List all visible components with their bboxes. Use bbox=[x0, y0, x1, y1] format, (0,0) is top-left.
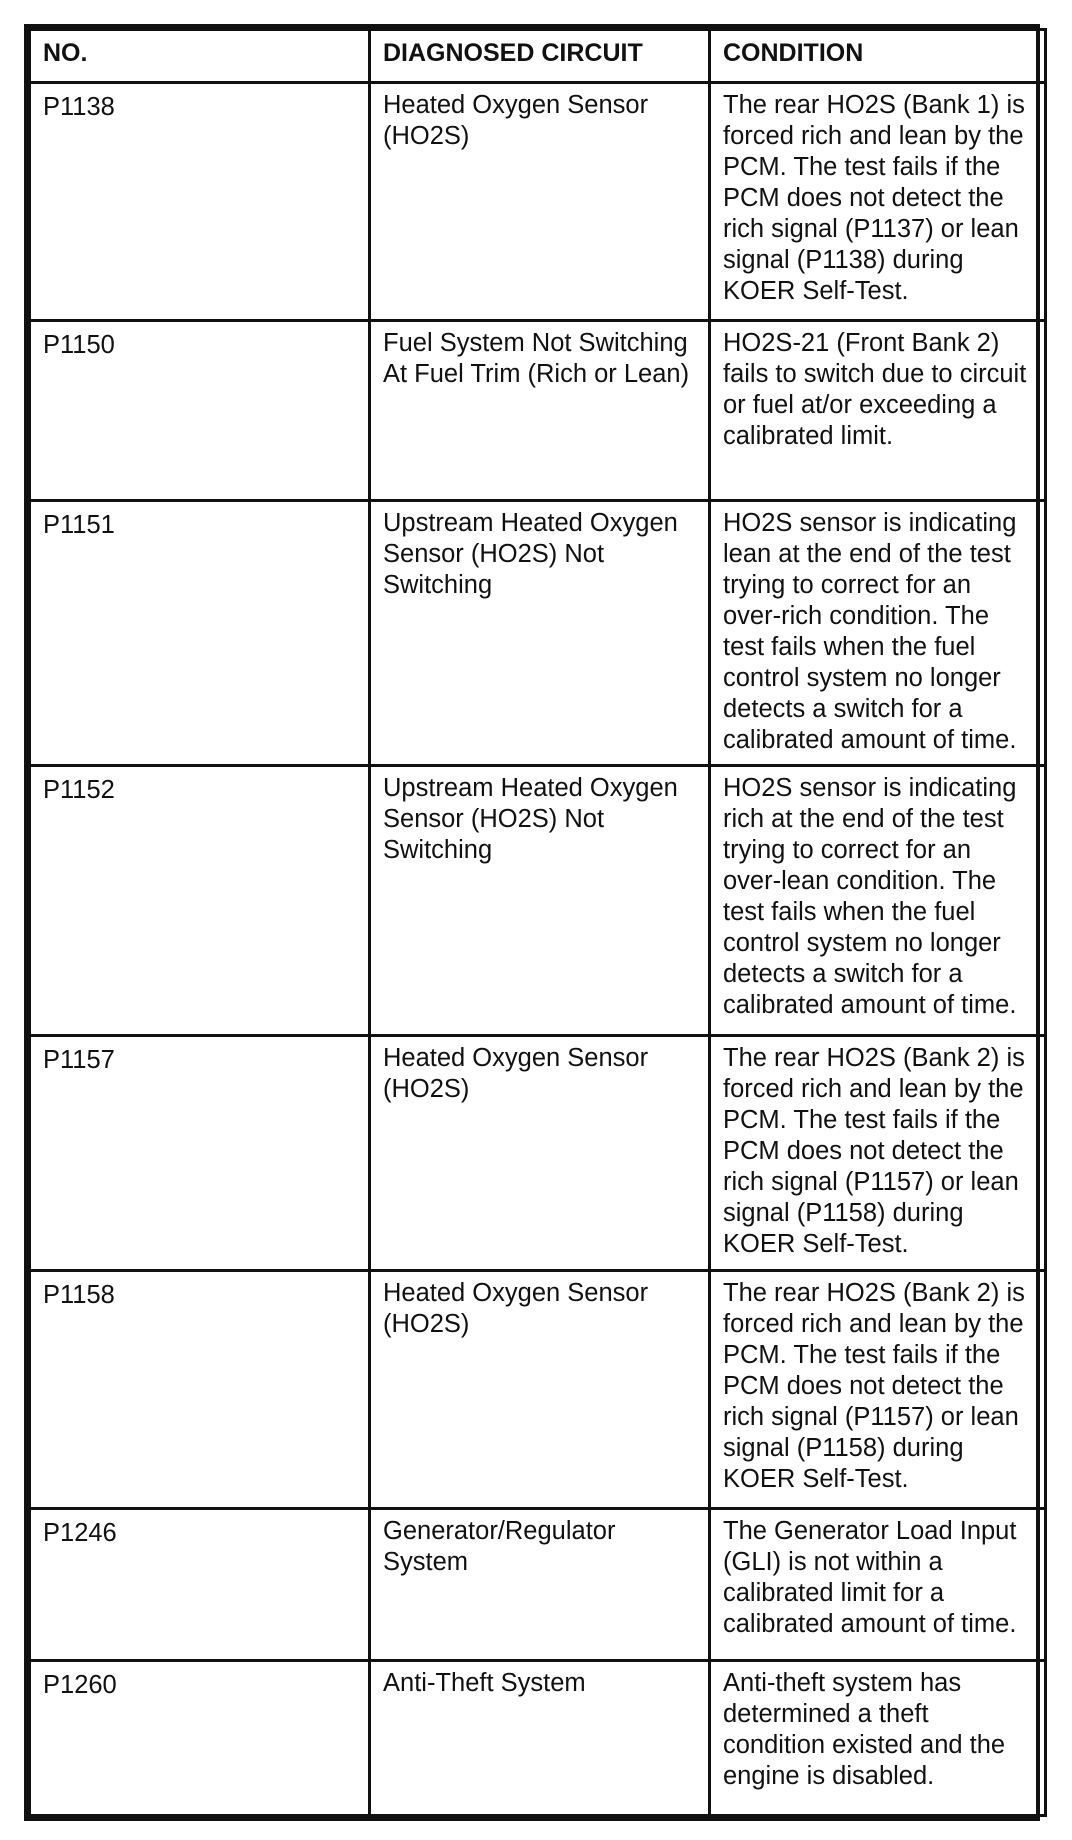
code-cell: P1138 bbox=[30, 83, 370, 321]
header-condition: CONDITION bbox=[710, 30, 1046, 83]
table-row bbox=[30, 1509, 1046, 1661]
header-diagnosed-circuit: DIAGNOSED CIRCUIT bbox=[370, 30, 710, 83]
code-cell: P1150 bbox=[30, 321, 370, 501]
table-row bbox=[30, 501, 1046, 766]
circuit-cell: Fuel System Not Switching At Fuel Trim (Rich or Lean) bbox=[370, 321, 710, 501]
condition-cell: The Generator Load Input (GLI) is not within a calibrated limit for a calibrated amount of time. bbox=[710, 1509, 1046, 1661]
table-row bbox=[30, 1661, 1046, 1816]
condition-cell: The rear HO2S (Bank 2) is forced rich and lean by the PCM. The test fails if the PCM does not detect the rich signal (P1157) or lean signal (P1158) during KOER Self-Test. bbox=[710, 1036, 1046, 1271]
table-row bbox=[30, 1271, 1046, 1509]
diagnostic-code-table bbox=[28, 28, 1047, 1817]
code-cell: P1158 bbox=[30, 1271, 370, 1509]
table-row bbox=[30, 321, 1046, 501]
circuit-cell: Anti-Theft System bbox=[370, 1661, 710, 1816]
circuit-cell: Upstream Heated Oxygen Sensor (HO2S) Not Switching bbox=[370, 501, 710, 766]
table-header-row bbox=[30, 30, 1046, 83]
condition-cell: Anti-theft system has determined a theft condition existed and the engine is disabled. bbox=[710, 1661, 1046, 1816]
table-row bbox=[30, 1036, 1046, 1271]
condition-cell: HO2S-21 (Front Bank 2) fails to switch due to circuit or fuel at/or exceeding a calibrated limit. bbox=[710, 321, 1046, 501]
table-row bbox=[30, 83, 1046, 321]
code-cell: P1246 bbox=[30, 1509, 370, 1661]
condition-cell: HO2S sensor is indicating rich at the end of the test trying to correct for an over-lean condition. The test fails when the fuel control system no longer detects a switch for a calibrated amount of time. bbox=[710, 766, 1046, 1036]
circuit-cell: Heated Oxygen Sensor (HO2S) bbox=[370, 83, 710, 321]
code-cell: P1152 bbox=[30, 766, 370, 1036]
header-no: NO. bbox=[30, 30, 370, 83]
circuit-cell: Generator/Regulator System bbox=[370, 1509, 710, 1661]
condition-cell: The rear HO2S (Bank 1) is forced rich and lean by the PCM. The test fails if the PCM does not detect the rich signal (P1137) or lean signal (P1138) during KOER Self-Test. bbox=[710, 83, 1046, 321]
code-cell: P1157 bbox=[30, 1036, 370, 1271]
code-cell: P1151 bbox=[30, 501, 370, 766]
circuit-cell: Upstream Heated Oxygen Sensor (HO2S) Not Switching bbox=[370, 766, 710, 1036]
table-frame bbox=[24, 24, 1040, 1821]
code-cell: P1260 bbox=[30, 1661, 370, 1816]
circuit-cell: Heated Oxygen Sensor (HO2S) bbox=[370, 1036, 710, 1271]
table-row bbox=[30, 766, 1046, 1036]
document-page bbox=[24, 24, 1040, 1821]
condition-cell: HO2S sensor is indicating lean at the end of the test trying to correct for an over-rich condition. The test fails when the fuel control system no longer detects a switch for a calibrated amount of time. bbox=[710, 501, 1046, 766]
circuit-cell: Heated Oxygen Sensor (HO2S) bbox=[370, 1271, 710, 1509]
condition-cell: The rear HO2S (Bank 2) is forced rich and lean by the PCM. The test fails if the PCM does not detect the rich signal (P1157) or lean signal (P1158) during KOER Self-Test. bbox=[710, 1271, 1046, 1509]
